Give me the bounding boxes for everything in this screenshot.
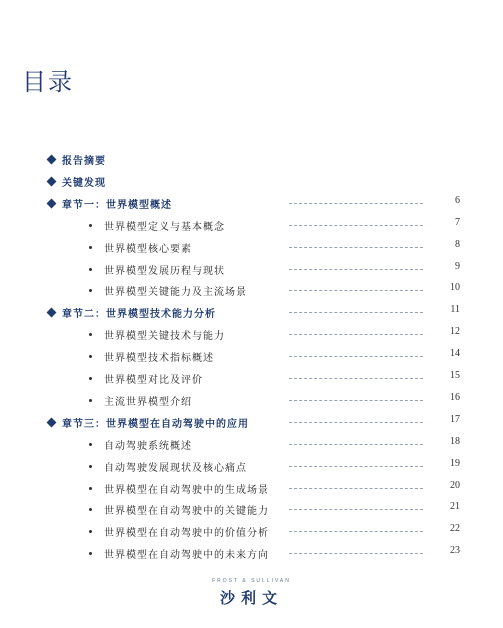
dot-bullet-icon: [89, 268, 92, 271]
toc-subsection-entry[interactable]: [0, 457, 503, 477]
toc-page-number: 22: [450, 523, 460, 535]
toc-subsection-entry[interactable]: [0, 216, 503, 236]
leader-line: [289, 509, 423, 510]
toc-section-entry[interactable]: [0, 150, 503, 170]
dot-bullet-icon: [89, 246, 92, 249]
toc-page-number: 11: [450, 304, 460, 316]
toc-page-number: 15: [450, 370, 460, 381]
dot-bullet-icon: [89, 355, 92, 358]
toc-subsection-entry[interactable]: [0, 347, 503, 367]
leader-line: [289, 356, 423, 357]
toc-page-number: 10: [450, 282, 460, 294]
toc-entry-label: 世界模型关键技术与能力: [104, 331, 225, 343]
toc-page-number: 17: [450, 413, 460, 425]
toc-entry-label: 自动驾驶发展现状及核心痛点: [104, 462, 247, 474]
toc-entry-label: 世界模型在自动驾驶中的价值分析: [104, 528, 269, 540]
footer: [0, 578, 503, 608]
dot-bullet-icon: [89, 508, 92, 511]
toc-entry-label: 世界模型在自动驾驶中的生成场景: [104, 484, 269, 496]
leader-line: [289, 312, 423, 313]
dot-bullet-icon: [89, 399, 92, 402]
dot-bullet-icon: [89, 465, 92, 468]
toc-subsection-entry[interactable]: [0, 544, 503, 564]
toc-entry-label: 世界模型技术指标概述: [104, 353, 214, 365]
toc-subsection-entry[interactable]: [0, 260, 503, 280]
leader-line: [289, 444, 423, 445]
dot-bullet-icon: [89, 443, 92, 446]
toc-entry-label: 章节一：世界模型概述: [62, 199, 172, 211]
toc-subsection-entry[interactable]: [0, 238, 503, 258]
leader-line: [289, 422, 423, 423]
toc-page-number: 19: [450, 457, 460, 469]
toc-entry-label: 世界模型对比及评价: [104, 375, 203, 386]
toc-entry-label: 主流世界模型介绍: [104, 396, 192, 408]
dot-bullet-icon: [89, 530, 92, 533]
toc-subsection-entry[interactable]: [0, 522, 503, 542]
toc-page-number: 7: [455, 216, 460, 228]
toc-entry-label: 章节二：世界模型技术能力分析: [62, 309, 216, 321]
toc-page-number: 6: [455, 194, 460, 206]
diamond-bullet-icon: [47, 176, 57, 186]
toc-subsection-entry[interactable]: [0, 391, 503, 411]
toc-subsection-entry[interactable]: [0, 479, 503, 499]
toc-entry-label: 自动驾驶系统概述: [104, 440, 192, 452]
toc-section-entry[interactable]: [0, 172, 503, 192]
dot-bullet-icon: [89, 289, 92, 292]
leader-line: [289, 290, 423, 291]
toc-section-entry[interactable]: [0, 194, 503, 214]
dot-bullet-icon: [89, 487, 92, 490]
leader-line: [289, 378, 423, 379]
toc-entry-label: 世界模型关键能力及主流场景: [104, 287, 247, 299]
toc-page-number: 18: [450, 435, 460, 447]
leader-line: [289, 488, 423, 489]
toc-page-number: 23: [450, 545, 460, 557]
toc-subsection-entry[interactable]: [0, 281, 503, 301]
toc-page-number: 16: [450, 391, 460, 403]
dot-bullet-icon: [89, 333, 92, 336]
toc-page-number: 8: [455, 238, 460, 250]
leader-line: [289, 553, 423, 554]
toc-entry-label: 世界模型在自动驾驶中的关键能力: [104, 506, 269, 518]
leader-line: [289, 334, 423, 335]
toc-section-entry[interactable]: [0, 413, 503, 433]
leader-line: [289, 203, 423, 204]
toc-entry-label: 世界模型发展历程与现状: [104, 265, 225, 277]
toc-subsection-entry[interactable]: [0, 500, 503, 520]
toc-entry-label: 关键发现: [62, 177, 106, 189]
leader-line: [289, 225, 423, 226]
toc-page-number: 9: [455, 260, 460, 272]
leader-line: [289, 269, 423, 270]
diamond-bullet-icon: [47, 155, 57, 165]
leader-line: [289, 531, 423, 532]
leader-line: [289, 400, 423, 401]
leader-line: [289, 466, 423, 467]
toc-entry-label: 报告摘要: [62, 156, 106, 167]
toc-entry-label: 世界模型定义与基本概念: [104, 221, 225, 233]
toc-subsection-entry[interactable]: [0, 325, 503, 345]
diamond-bullet-icon: [47, 308, 57, 318]
toc-page-number: 14: [450, 348, 460, 360]
brand-logo: 沙利文: [219, 589, 283, 607]
toc-subsection-entry[interactable]: [0, 435, 503, 455]
dot-bullet-icon: [89, 552, 92, 555]
toc-page-number: 12: [450, 326, 460, 338]
diamond-bullet-icon: [47, 198, 57, 208]
toc-page-number: 21: [450, 501, 460, 513]
dot-bullet-icon: [89, 377, 92, 380]
toc-page-number: 20: [450, 479, 460, 491]
toc-entry-label: 世界模型核心要素: [104, 243, 192, 255]
toc-entry-label: 世界模型在自动驾驶中的未来方向: [104, 550, 269, 562]
toc-subsection-entry[interactable]: [0, 369, 503, 389]
toc-entry-label: 章节三：世界模型在自动驾驶中的应用: [62, 418, 249, 430]
dot-bullet-icon: [89, 224, 92, 227]
page-title: 目录: [22, 68, 74, 96]
toc-section-entry[interactable]: [0, 303, 503, 323]
footer-tagline: FROST & SULLIVAN: [212, 578, 291, 584]
leader-line: [289, 247, 423, 248]
diamond-bullet-icon: [47, 417, 57, 427]
